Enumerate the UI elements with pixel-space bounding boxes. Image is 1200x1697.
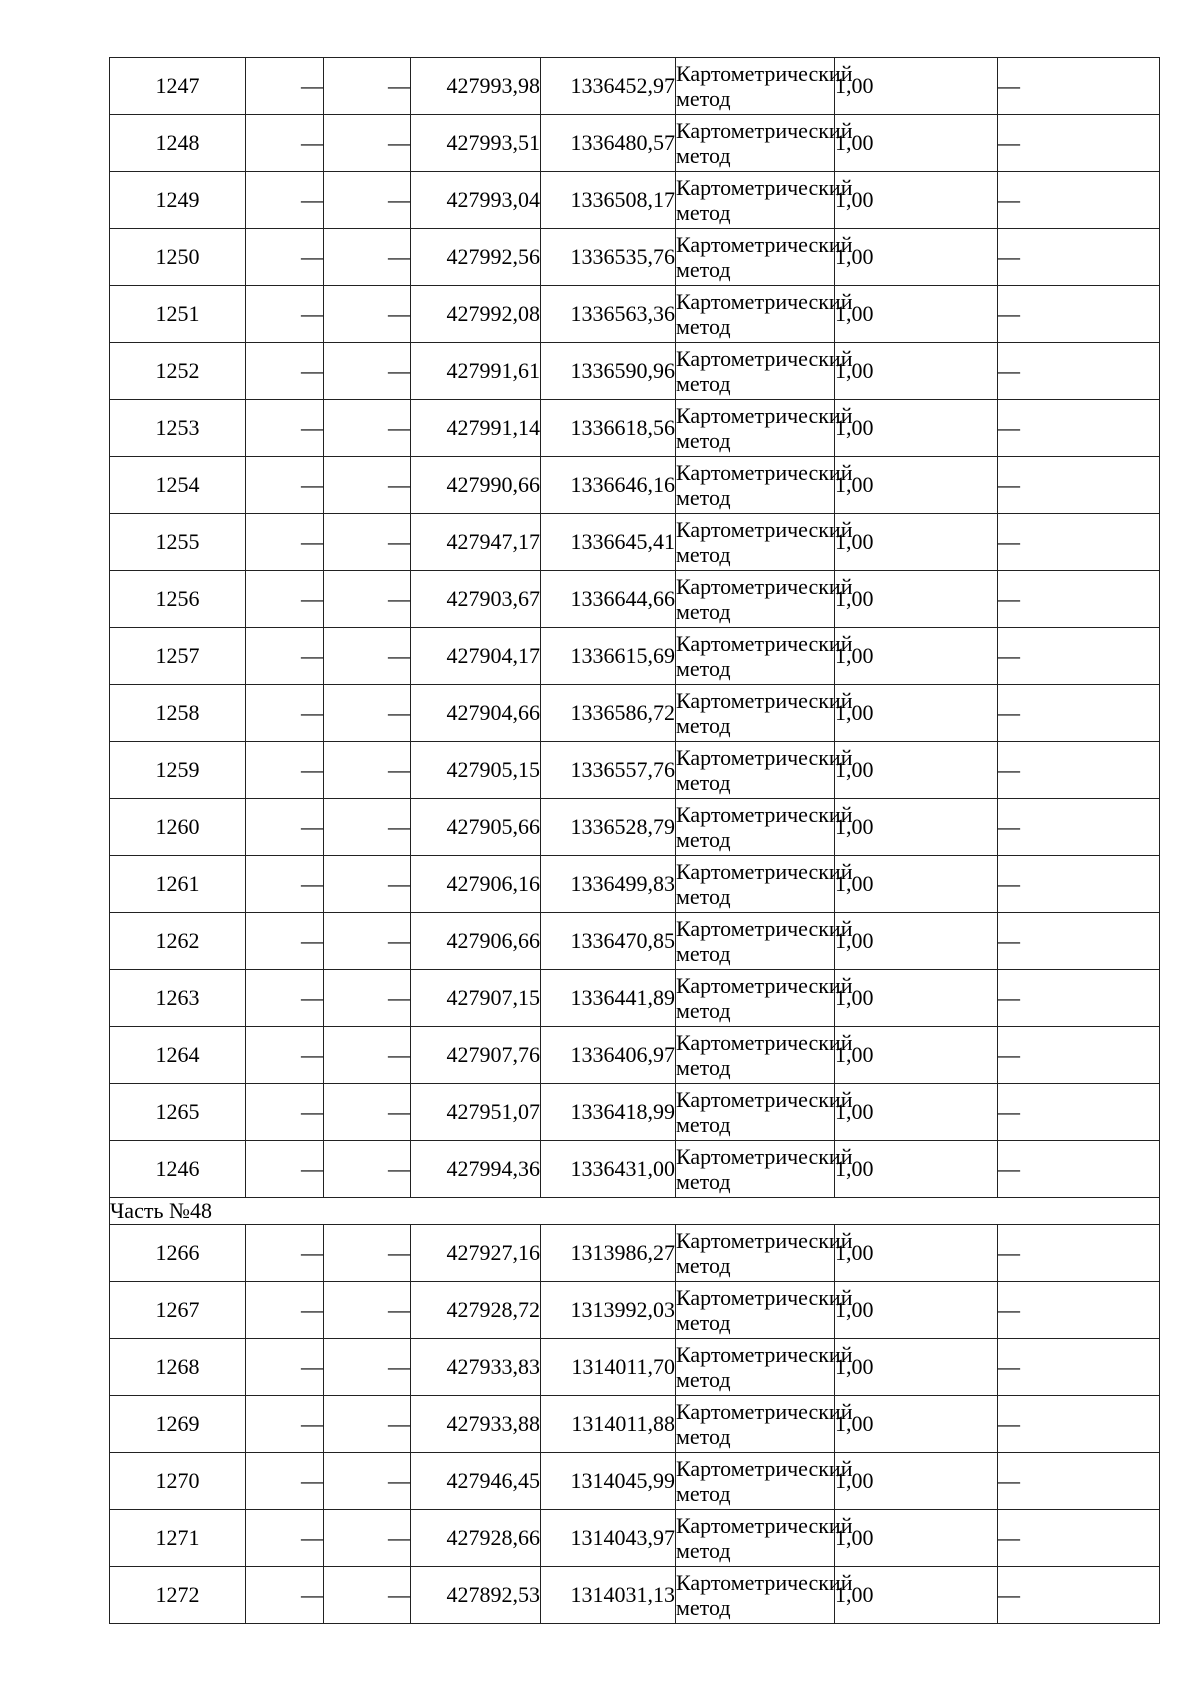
table-body	[110, 58, 1160, 1624]
dash-cell: —	[324, 1396, 411, 1453]
point-number-cell: 1270	[110, 1453, 246, 1510]
method-cell: Картометрический метод	[676, 1453, 835, 1510]
x-coordinate-cell: 427906,16	[411, 856, 541, 913]
table-row	[110, 1567, 1160, 1624]
x-coordinate-cell: 427928,72	[411, 1282, 541, 1339]
precision-cell: 1,00	[835, 1510, 998, 1567]
precision-cell: 1,00	[835, 628, 998, 685]
point-number-cell: 1253	[110, 400, 246, 457]
y-coordinate-cell: 1336508,17	[541, 172, 676, 229]
description-cell: —	[998, 1027, 1160, 1084]
precision-cell: 1,00	[835, 400, 998, 457]
description-cell: —	[998, 1453, 1160, 1510]
precision-cell: 1,00	[835, 58, 998, 115]
point-number-cell: 1257	[110, 628, 246, 685]
y-coordinate-cell: 1336431,00	[541, 1141, 676, 1198]
description-cell: —	[998, 286, 1160, 343]
dash-cell: —	[324, 571, 411, 628]
method-cell: Картометрический метод	[676, 457, 835, 514]
x-coordinate-cell: 427906,66	[411, 913, 541, 970]
method-cell: Картометрический метод	[676, 400, 835, 457]
table-row	[110, 400, 1160, 457]
method-cell: Картометрический метод	[676, 685, 835, 742]
dash-cell: —	[324, 685, 411, 742]
precision-cell: 1,00	[835, 172, 998, 229]
point-number-cell: 1261	[110, 856, 246, 913]
x-coordinate-cell: 427907,15	[411, 970, 541, 1027]
dash-cell: —	[324, 172, 411, 229]
point-number-cell: 1258	[110, 685, 246, 742]
method-cell: Картометрический метод	[676, 1141, 835, 1198]
point-number-cell: 1269	[110, 1396, 246, 1453]
method-cell: Картометрический метод	[676, 58, 835, 115]
y-coordinate-cell: 1336615,69	[541, 628, 676, 685]
dash-cell: —	[324, 115, 411, 172]
precision-cell: 1,00	[835, 514, 998, 571]
dash-cell: —	[246, 970, 324, 1027]
precision-cell: 1,00	[835, 1282, 998, 1339]
dash-cell: —	[246, 742, 324, 799]
dash-cell: —	[246, 1396, 324, 1453]
y-coordinate-cell: 1336441,89	[541, 970, 676, 1027]
x-coordinate-cell: 427993,98	[411, 58, 541, 115]
dash-cell: —	[246, 400, 324, 457]
method-cell: Картометрический метод	[676, 1510, 835, 1567]
dash-cell: —	[324, 628, 411, 685]
point-number-cell: 1262	[110, 913, 246, 970]
table-row	[110, 1453, 1160, 1510]
dash-cell: —	[324, 229, 411, 286]
dash-cell: —	[324, 856, 411, 913]
dash-cell: —	[324, 343, 411, 400]
point-number-cell: 1248	[110, 115, 246, 172]
y-coordinate-cell: 1336557,76	[541, 742, 676, 799]
precision-cell: 1,00	[835, 286, 998, 343]
description-cell: —	[998, 172, 1160, 229]
description-cell: —	[998, 628, 1160, 685]
description-cell: —	[998, 1339, 1160, 1396]
method-cell: Картометрический метод	[676, 742, 835, 799]
y-coordinate-cell: 1336590,96	[541, 343, 676, 400]
method-cell: Картометрический метод	[676, 1567, 835, 1624]
dash-cell: —	[324, 799, 411, 856]
dash-cell: —	[246, 913, 324, 970]
x-coordinate-cell: 427991,14	[411, 400, 541, 457]
point-number-cell: 1271	[110, 1510, 246, 1567]
precision-cell: 1,00	[835, 343, 998, 400]
point-number-cell: 1246	[110, 1141, 246, 1198]
precision-cell: 1,00	[835, 742, 998, 799]
x-coordinate-cell: 427990,66	[411, 457, 541, 514]
method-cell: Картометрический метод	[676, 970, 835, 1027]
table-row	[110, 514, 1160, 571]
point-number-cell: 1259	[110, 742, 246, 799]
x-coordinate-cell: 427904,66	[411, 685, 541, 742]
point-number-cell: 1263	[110, 970, 246, 1027]
y-coordinate-cell: 1336618,56	[541, 400, 676, 457]
dash-cell: —	[324, 286, 411, 343]
description-cell: —	[998, 913, 1160, 970]
dash-cell: —	[246, 1225, 324, 1282]
table-row	[110, 856, 1160, 913]
x-coordinate-cell: 427904,17	[411, 628, 541, 685]
method-cell: Картометрический метод	[676, 229, 835, 286]
method-cell: Картометрический метод	[676, 1084, 835, 1141]
method-cell: Картометрический метод	[676, 343, 835, 400]
precision-cell: 1,00	[835, 685, 998, 742]
table-row	[110, 1510, 1160, 1567]
y-coordinate-cell: 1313986,27	[541, 1225, 676, 1282]
table-row	[110, 742, 1160, 799]
precision-cell: 1,00	[835, 970, 998, 1027]
description-cell: —	[998, 457, 1160, 514]
table-row	[110, 1027, 1160, 1084]
point-number-cell: 1251	[110, 286, 246, 343]
description-cell: —	[998, 1225, 1160, 1282]
y-coordinate-cell: 1336418,99	[541, 1084, 676, 1141]
x-coordinate-cell: 427951,07	[411, 1084, 541, 1141]
y-coordinate-cell: 1313992,03	[541, 1282, 676, 1339]
dash-cell: —	[324, 1027, 411, 1084]
dash-cell: —	[246, 1453, 324, 1510]
description-cell: —	[998, 571, 1160, 628]
method-cell: Картометрический метод	[676, 1282, 835, 1339]
y-coordinate-cell: 1336499,83	[541, 856, 676, 913]
x-coordinate-cell: 427903,67	[411, 571, 541, 628]
precision-cell: 1,00	[835, 1453, 998, 1510]
x-coordinate-cell: 427892,53	[411, 1567, 541, 1624]
description-cell: —	[998, 799, 1160, 856]
method-cell: Картометрический метод	[676, 172, 835, 229]
x-coordinate-cell: 427947,17	[411, 514, 541, 571]
y-coordinate-cell: 1336406,97	[541, 1027, 676, 1084]
point-number-cell: 1264	[110, 1027, 246, 1084]
precision-cell: 1,00	[835, 457, 998, 514]
dash-cell: —	[246, 286, 324, 343]
precision-cell: 1,00	[835, 229, 998, 286]
table-row	[110, 229, 1160, 286]
x-coordinate-cell: 427946,45	[411, 1453, 541, 1510]
x-coordinate-cell: 427933,83	[411, 1339, 541, 1396]
point-number-cell: 1256	[110, 571, 246, 628]
dash-cell: —	[324, 1225, 411, 1282]
dash-cell: —	[246, 229, 324, 286]
x-coordinate-cell: 427991,61	[411, 343, 541, 400]
method-cell: Картометрический метод	[676, 1396, 835, 1453]
table-row	[110, 685, 1160, 742]
description-cell: —	[998, 970, 1160, 1027]
dash-cell: —	[324, 400, 411, 457]
description-cell: —	[998, 115, 1160, 172]
description-cell: —	[998, 229, 1160, 286]
dash-cell: —	[246, 1510, 324, 1567]
precision-cell: 1,00	[835, 115, 998, 172]
table-row	[110, 913, 1160, 970]
x-coordinate-cell: 427992,08	[411, 286, 541, 343]
description-cell: —	[998, 1141, 1160, 1198]
dash-cell: —	[246, 685, 324, 742]
dash-cell: —	[246, 628, 324, 685]
coordinates-table	[109, 57, 1160, 1624]
x-coordinate-cell: 427907,76	[411, 1027, 541, 1084]
precision-cell: 1,00	[835, 1027, 998, 1084]
point-number-cell: 1250	[110, 229, 246, 286]
description-cell: —	[998, 685, 1160, 742]
point-number-cell: 1272	[110, 1567, 246, 1624]
method-cell: Картометрический метод	[676, 286, 835, 343]
table-row	[110, 970, 1160, 1027]
table-row	[110, 1396, 1160, 1453]
description-cell: —	[998, 1510, 1160, 1567]
y-coordinate-cell: 1336535,76	[541, 229, 676, 286]
method-cell: Картометрический метод	[676, 1027, 835, 1084]
dash-cell: —	[246, 172, 324, 229]
point-number-cell: 1249	[110, 172, 246, 229]
dash-cell: —	[246, 58, 324, 115]
precision-cell: 1,00	[835, 1567, 998, 1624]
y-coordinate-cell: 1336586,72	[541, 685, 676, 742]
dash-cell: —	[246, 1282, 324, 1339]
precision-cell: 1,00	[835, 1396, 998, 1453]
dash-cell: —	[324, 742, 411, 799]
precision-cell: 1,00	[835, 1225, 998, 1282]
table-row	[110, 628, 1160, 685]
dash-cell: —	[246, 1567, 324, 1624]
y-coordinate-cell: 1336646,16	[541, 457, 676, 514]
x-coordinate-cell: 427905,15	[411, 742, 541, 799]
y-coordinate-cell: 1314011,88	[541, 1396, 676, 1453]
y-coordinate-cell: 1314045,99	[541, 1453, 676, 1510]
dash-cell: —	[324, 1282, 411, 1339]
precision-cell: 1,00	[835, 1084, 998, 1141]
dash-cell: —	[246, 1339, 324, 1396]
point-number-cell: 1260	[110, 799, 246, 856]
description-cell: —	[998, 400, 1160, 457]
y-coordinate-cell: 1314043,97	[541, 1510, 676, 1567]
y-coordinate-cell: 1336452,97	[541, 58, 676, 115]
y-coordinate-cell: 1336644,66	[541, 571, 676, 628]
y-coordinate-cell: 1314031,13	[541, 1567, 676, 1624]
table-row	[110, 172, 1160, 229]
point-number-cell: 1254	[110, 457, 246, 514]
table-row	[110, 1084, 1160, 1141]
x-coordinate-cell: 427933,88	[411, 1396, 541, 1453]
dash-cell: —	[324, 1339, 411, 1396]
point-number-cell: 1266	[110, 1225, 246, 1282]
table-row	[110, 1282, 1160, 1339]
section-title: Часть №48	[110, 1198, 1160, 1225]
dash-cell: —	[246, 457, 324, 514]
table-row	[110, 571, 1160, 628]
dash-cell: —	[324, 913, 411, 970]
table-row	[110, 58, 1160, 115]
dash-cell: —	[324, 514, 411, 571]
method-cell: Картометрический метод	[676, 913, 835, 970]
table-row	[110, 1339, 1160, 1396]
dash-cell: —	[324, 457, 411, 514]
table-row	[110, 286, 1160, 343]
description-cell: —	[998, 58, 1160, 115]
description-cell: —	[998, 514, 1160, 571]
x-coordinate-cell: 427993,04	[411, 172, 541, 229]
precision-cell: 1,00	[835, 913, 998, 970]
description-cell: —	[998, 1567, 1160, 1624]
dash-cell: —	[246, 514, 324, 571]
dash-cell: —	[246, 856, 324, 913]
y-coordinate-cell: 1336563,36	[541, 286, 676, 343]
y-coordinate-cell: 1336528,79	[541, 799, 676, 856]
point-number-cell: 1255	[110, 514, 246, 571]
x-coordinate-cell: 427928,66	[411, 1510, 541, 1567]
precision-cell: 1,00	[835, 856, 998, 913]
dash-cell: —	[246, 1084, 324, 1141]
method-cell: Картометрический метод	[676, 628, 835, 685]
method-cell: Картометрический метод	[676, 571, 835, 628]
dash-cell: —	[324, 1453, 411, 1510]
dash-cell: —	[324, 1567, 411, 1624]
dash-cell: —	[246, 1027, 324, 1084]
dash-cell: —	[324, 970, 411, 1027]
dash-cell: —	[246, 571, 324, 628]
precision-cell: 1,00	[835, 1141, 998, 1198]
section-header-row	[110, 1198, 1160, 1225]
table-row	[110, 457, 1160, 514]
point-number-cell: 1268	[110, 1339, 246, 1396]
table-row	[110, 1141, 1160, 1198]
dash-cell: —	[324, 1084, 411, 1141]
method-cell: Картометрический метод	[676, 799, 835, 856]
y-coordinate-cell: 1336645,41	[541, 514, 676, 571]
method-cell: Картометрический метод	[676, 514, 835, 571]
x-coordinate-cell: 427927,16	[411, 1225, 541, 1282]
precision-cell: 1,00	[835, 571, 998, 628]
description-cell: —	[998, 856, 1160, 913]
point-number-cell: 1247	[110, 58, 246, 115]
dash-cell: —	[246, 799, 324, 856]
description-cell: —	[998, 343, 1160, 400]
x-coordinate-cell: 427994,36	[411, 1141, 541, 1198]
y-coordinate-cell: 1314011,70	[541, 1339, 676, 1396]
table-row	[110, 115, 1160, 172]
dash-cell: —	[246, 115, 324, 172]
dash-cell: —	[324, 1510, 411, 1567]
description-cell: —	[998, 1084, 1160, 1141]
x-coordinate-cell: 427992,56	[411, 229, 541, 286]
x-coordinate-cell: 427993,51	[411, 115, 541, 172]
dash-cell: —	[246, 1141, 324, 1198]
point-number-cell: 1252	[110, 343, 246, 400]
method-cell: Картометрический метод	[676, 856, 835, 913]
table-row	[110, 1225, 1160, 1282]
table-row	[110, 799, 1160, 856]
method-cell: Картометрический метод	[676, 1339, 835, 1396]
x-coordinate-cell: 427905,66	[411, 799, 541, 856]
description-cell: —	[998, 742, 1160, 799]
method-cell: Картометрический метод	[676, 1225, 835, 1282]
y-coordinate-cell: 1336470,85	[541, 913, 676, 970]
method-cell: Картометрический метод	[676, 115, 835, 172]
dash-cell: —	[324, 1141, 411, 1198]
table-row	[110, 343, 1160, 400]
description-cell: —	[998, 1396, 1160, 1453]
precision-cell: 1,00	[835, 799, 998, 856]
precision-cell: 1,00	[835, 1339, 998, 1396]
description-cell: —	[998, 1282, 1160, 1339]
y-coordinate-cell: 1336480,57	[541, 115, 676, 172]
point-number-cell: 1267	[110, 1282, 246, 1339]
dash-cell: —	[246, 343, 324, 400]
point-number-cell: 1265	[110, 1084, 246, 1141]
dash-cell: —	[324, 58, 411, 115]
